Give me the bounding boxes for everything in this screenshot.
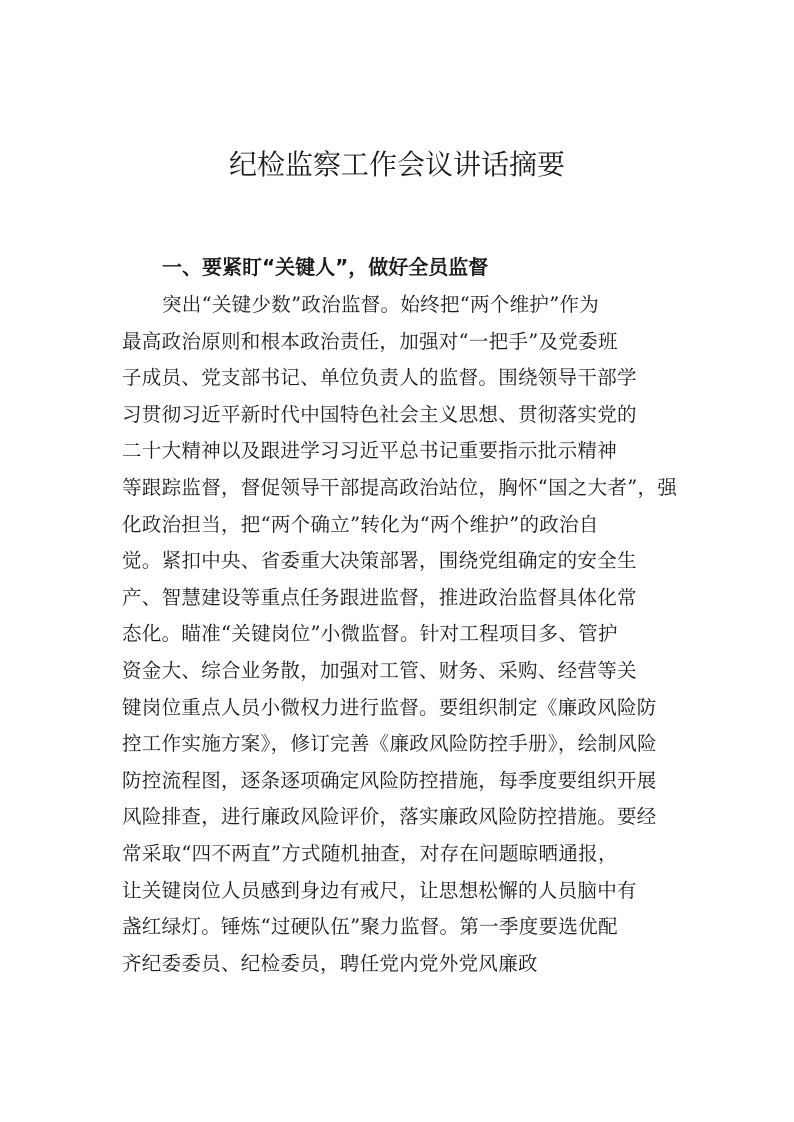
paragraph-line: 突出“关键少数”政治监督。始终把“两个维护”作为	[162, 293, 600, 316]
paragraph-line: 齐纪委委员、纪检委员，聘任党内党外党风廉政	[122, 951, 538, 975]
paragraph-line: 化政治担当，把“两个确立”转化为“两个维护”的政治自	[122, 512, 599, 536]
paragraph-line: 产、智慧建设等重点任务跟进监督，推进政治监督具体化常	[122, 585, 637, 609]
paragraph-line: 常采取“四不两直”方式随机抽查，对存在问题晾晒通报，	[122, 841, 618, 865]
paragraph-line: 盏红绿灯。锤炼“过硬队伍”聚力监督。第一季度要选优配	[122, 915, 618, 939]
paragraph-line: 子成员、党支部书记、单位负责人的监督。围绕领导干部学	[122, 366, 637, 390]
paragraph-line: 态化。瞄准“关键岗位”小微监督。针对工程项目多、管护	[122, 622, 618, 646]
paragraph-line: 觉。紧扣中央、省委重大决策部署，围绕党组确定的安全生	[122, 549, 637, 573]
paragraph-line: 防控流程图，逐条逐项确定风险防控措施，每季度要组织开展	[122, 768, 657, 792]
paragraph-line: 控工作实施方案》，修订完善《廉政风险防控手册》，绘制风险	[122, 732, 657, 756]
paragraph-line: 二十大精神以及跟进学习习近平总书记重要指示批示精神	[122, 439, 618, 463]
paragraph-line: 等跟踪监督，督促领导干部提高政治站位，胸怀“国之大者”，强	[122, 475, 678, 499]
paragraph-line: 让关键岗位人员感到身边有戒尺，让思想松懈的人员脑中有	[122, 878, 637, 902]
body-paragraph	[122, 287, 682, 982]
paragraph-line: 习贯彻习近平新时代中国特色社会主义思想、贯彻落实党的	[122, 402, 637, 426]
paragraph-line: 风险排查，进行廉政风险评价，落实廉政风险防控措施。要经	[122, 805, 657, 829]
paragraph-line: 最高政治原则和根本政治责任，加强对“一把手”及党委班	[122, 329, 618, 353]
document-title: 纪检监察工作会议讲话摘要	[228, 148, 565, 181]
paragraph-line: 键岗位重点人员小微权力进行监督。要组织制定《廉政风险防	[122, 695, 657, 719]
section-heading: 一、要紧盯“关键人”，做好全员监督	[162, 255, 489, 279]
paragraph-line: 资金大、综合业务散，加强对工管、财务、采购、经营等关	[122, 658, 637, 682]
